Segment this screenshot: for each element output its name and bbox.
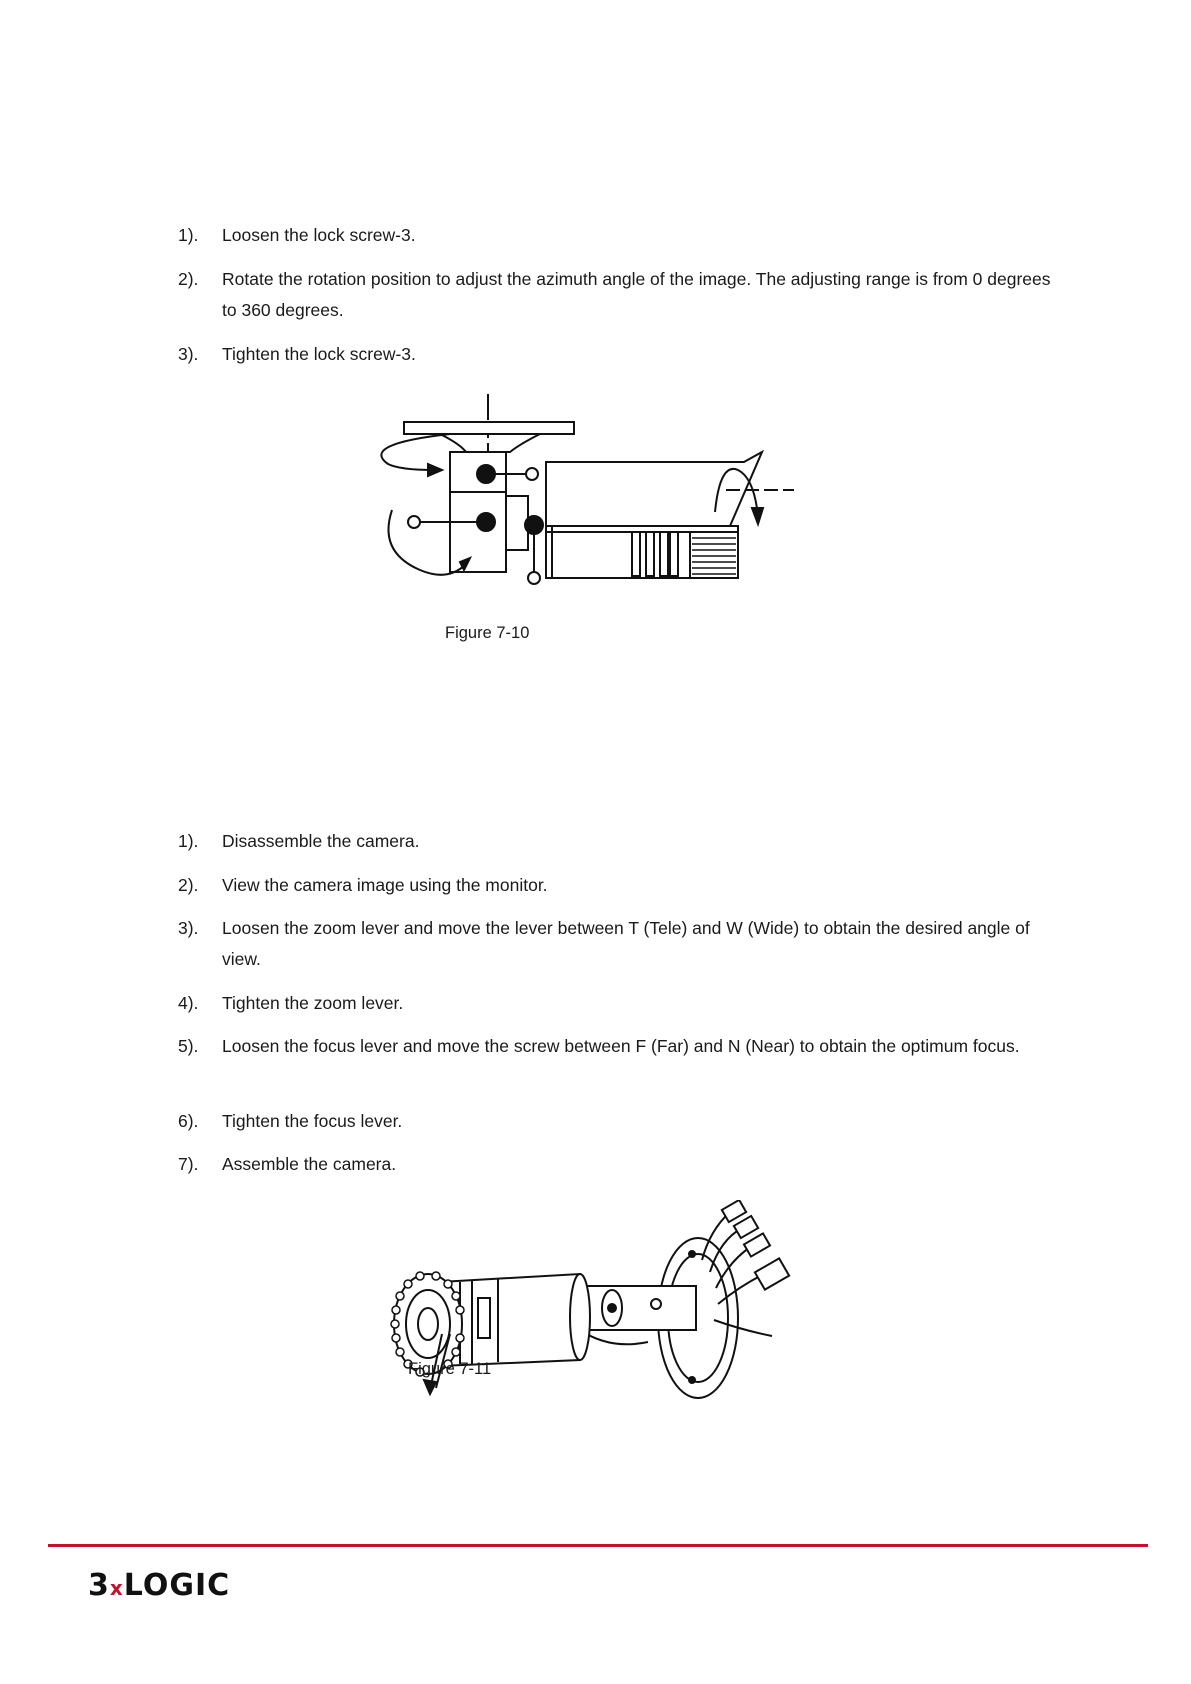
company-logo [88, 1568, 230, 1603]
step-text: Loosen the focus lever and move the screw between F (Far) and N (Near) to obtain the optimum focus. [222, 1036, 1020, 1056]
step-text: Assemble the camera. [222, 1154, 397, 1174]
logo-suffix: LOGIC [123, 1568, 231, 1603]
list-item [178, 826, 1058, 857]
step-number: 3). [178, 918, 199, 938]
step-text: Tighten the focus lever. [222, 1111, 403, 1131]
list-item [178, 913, 1058, 975]
logo-prefix: 3 [88, 1568, 110, 1603]
list-item [178, 339, 1058, 370]
step-text: Loosen the zoom lever and move the lever between T (Tele) and W (Wide) to obtain the desired angle of view. [222, 918, 1030, 969]
camera-rotation-illustration [370, 392, 860, 612]
list-item [178, 988, 1058, 1019]
step-number: 3). [178, 344, 199, 364]
list-item [178, 1149, 1058, 1180]
list-item [178, 220, 1058, 251]
logo-x: x [109, 1576, 124, 1600]
step-text: Loosen the lock screw-3. [222, 225, 416, 245]
step-text: Tighten the zoom lever. [222, 993, 404, 1013]
step-number: 4). [178, 993, 199, 1013]
step-number: 5). [178, 1036, 199, 1056]
list-item [178, 870, 1058, 901]
step-text: Disassemble the camera. [222, 831, 420, 851]
step-number: 1). [178, 225, 199, 245]
step-number: 2). [178, 875, 199, 895]
step-number: 1). [178, 831, 199, 851]
step-number: 7). [178, 1154, 199, 1174]
figure-caption: Figure 7-10 [445, 624, 530, 642]
list-item [178, 264, 1058, 326]
figure-caption: Figure 7-11 [408, 1360, 492, 1378]
step-text: View the camera image using the monitor. [222, 875, 548, 895]
list-item [178, 1031, 1058, 1062]
list-item [178, 1106, 1058, 1137]
footer-divider [48, 1544, 1148, 1547]
step-text: Tighten the lock screw-3. [222, 344, 416, 364]
step-number: 6). [178, 1111, 199, 1131]
step-number: 2). [178, 269, 199, 289]
step-text: Rotate the rotation position to adjust the azimuth angle of the image. The adjusting range is from 0 degrees to 360 degrees. [222, 269, 1051, 320]
